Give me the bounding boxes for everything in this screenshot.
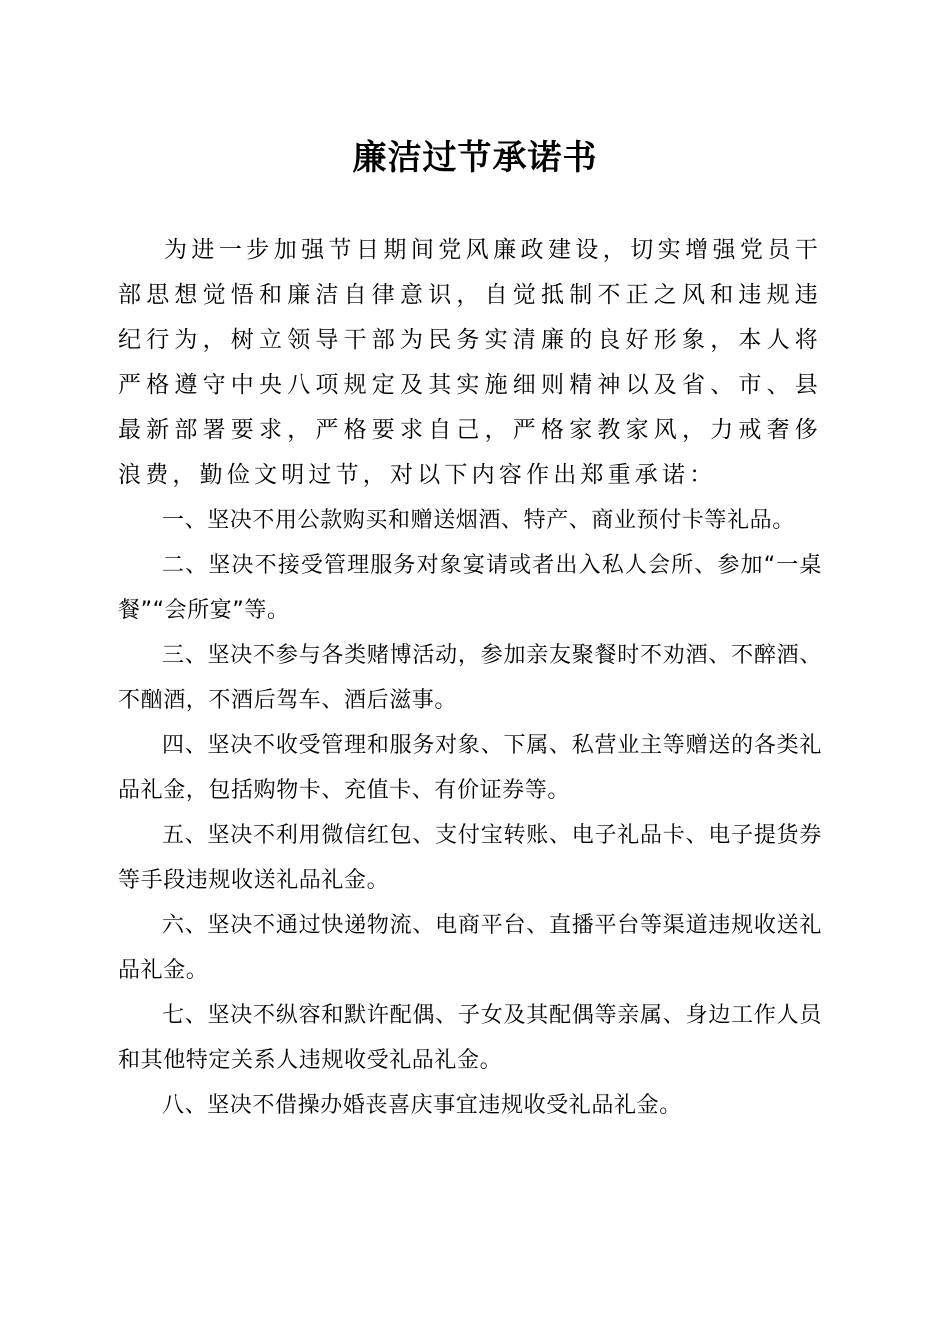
pledge-item-5: 五、坚决不利用微信红包、支付宝转账、电子礼品卡、电子提货券等手段违规收送礼品礼金。 (118, 823, 822, 893)
pledge-item-2: 二、坚决不接受管理服务对象宴请或者出入私人会所、参加“一桌餐”“会所宴”等。 (118, 553, 822, 623)
pledge-item-8: 八、坚决不借操办婚丧喜庆事宜违规收受礼品礼金。 (162, 1093, 682, 1118)
intro-paragraph: 为进一步加强节日期间党风廉政建设，切实增强党员干部思想觉悟和廉洁自律意识，自觉抵制不正之风和违规违纪行为，树立领导干部为民务实清廉的良好形象，本人将严格遵守中央八项规定及其实施细则精神以及省、市、县最新部署要求，严格要求自己，严格家教家风，力戒奢侈浪费，勤俭文明过节，对以下内容作出郑重承诺： (118, 237, 822, 488)
pledge-item-1: 一、坚决不用公款购买和赠送烟酒、特产、商业预付卡等礼品。 (162, 508, 795, 533)
pledge-item-3: 三、坚决不参与各类赌博活动，参加亲友聚餐时不劝酒、不醉酒、不酗酒，不酒后驾车、酒后滋事。 (118, 643, 822, 713)
pledge-item-4: 四、坚决不收受管理和服务对象、下属、私营业主等赠送的各类礼品礼金，包括购物卡、充值卡、有价证券等。 (118, 733, 822, 803)
pledge-list (118, 498, 822, 1128)
pledge-item-7: 七、坚决不纵容和默许配偶、子女及其配偶等亲属、身边工作人员和其他特定关系人违规收受礼品礼金。 (118, 1003, 822, 1073)
document-title: 廉洁过节承诺书 (352, 138, 598, 178)
pledge-item-6: 六、坚决不通过快递物流、电商平台、直播平台等渠道违规收送礼品礼金。 (118, 913, 822, 983)
